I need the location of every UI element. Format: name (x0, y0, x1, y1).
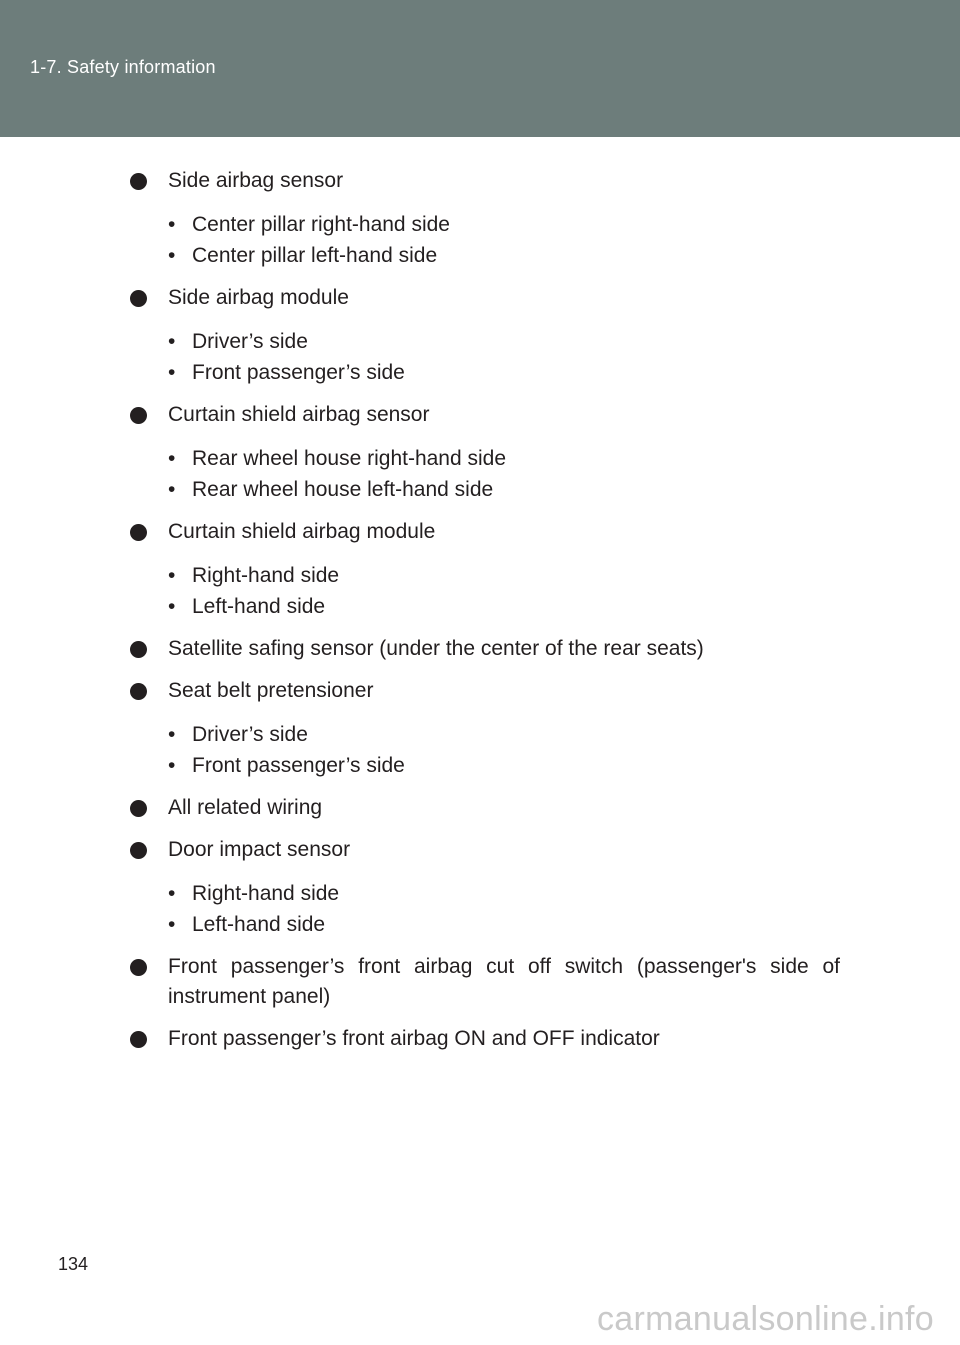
list-item (128, 793, 840, 823)
list-item-label: Curtain shield airbag sensor (168, 403, 430, 426)
bullet-glyph: • (168, 447, 176, 470)
page-number: 134 (58, 1254, 89, 1274)
list-item-label: Curtain shield airbag module (168, 520, 436, 543)
bullet-dot-icon (130, 524, 147, 541)
watermark: carmanualsonline.info (596, 1300, 934, 1338)
sub-list-item-label: Left-hand side (192, 594, 326, 618)
sub-list (168, 210, 840, 271)
sub-list-item-label: Rear wheel house left-hand side (192, 477, 494, 501)
sub-list-item (168, 879, 840, 910)
sub-list-item (168, 444, 840, 475)
sub-list-item-label: Driver’s side (192, 330, 308, 353)
sub-list-item (168, 751, 840, 782)
sub-list-item (168, 592, 840, 623)
sub-list-item-label: Center pillar right-hand side (192, 213, 450, 236)
sub-list-item (168, 475, 840, 506)
list-item-label: Side airbag module (168, 286, 349, 309)
bullet-glyph: • (168, 594, 176, 618)
list-item-label: Seat belt pretensioner (168, 679, 374, 702)
bullet-glyph: • (168, 753, 176, 777)
list-item-label: Side airbag sensor (168, 169, 344, 192)
sub-list-item-label: Right-hand side (192, 564, 340, 587)
sub-list-item (168, 327, 840, 358)
bullet-dot-icon (130, 959, 147, 976)
bullet-glyph: • (168, 213, 176, 236)
bullet-glyph: • (168, 243, 176, 267)
sub-list-item (168, 910, 840, 941)
list-item-label: Front passenger’s front airbag ON and OFF indicator (168, 1027, 660, 1050)
sub-list-item (168, 720, 840, 751)
airbag-component-list (128, 166, 840, 1066)
sub-list (168, 327, 840, 388)
bullet-glyph: • (168, 477, 176, 501)
list-item-label: Front passenger’s front airbag cut off switch (passenger's side of instrument panel) (168, 955, 840, 1008)
sub-list-item (168, 358, 840, 389)
bullet-glyph: • (168, 912, 176, 936)
list-item (128, 634, 840, 664)
bullet-dot-icon (130, 842, 147, 859)
sub-list-item (168, 241, 840, 272)
list-item (128, 283, 840, 388)
bullet-dot-icon (130, 407, 147, 424)
list-item (128, 517, 840, 622)
list-item (128, 1024, 840, 1054)
sub-list-item-label: Rear wheel house right-hand side (192, 447, 507, 470)
sub-list (168, 561, 840, 622)
list-item (128, 166, 840, 271)
sub-list-item (168, 561, 840, 592)
bullet-dot-icon (130, 290, 147, 307)
bullet-dot-icon (130, 1031, 147, 1048)
sub-list (168, 879, 840, 940)
list-item (128, 835, 840, 940)
sub-list-item-label: Front passenger’s side (192, 753, 405, 777)
section-title: 1-7. Safety information (30, 57, 216, 77)
bullet-dot-icon (130, 173, 147, 190)
bullet-dot-icon (130, 641, 147, 658)
list-item-label: Satellite safing sensor (under the center of the rear seats) (168, 637, 704, 660)
bullet-dot-icon (130, 683, 147, 700)
list-item (128, 400, 840, 505)
list-item-label: Door impact sensor (168, 838, 351, 861)
sub-list-item-label: Center pillar left-hand side (192, 243, 438, 267)
list-item (128, 676, 840, 781)
sub-list-item-label: Driver’s side (192, 723, 308, 746)
header-bar (0, 0, 960, 137)
sub-list (168, 720, 840, 781)
bullet-glyph: • (168, 360, 176, 384)
bullet-glyph: • (168, 882, 176, 905)
bullet-glyph: • (168, 723, 176, 746)
bullet-dot-icon (130, 800, 147, 817)
sub-list-item-label: Front passenger’s side (192, 360, 405, 384)
bullet-glyph: • (168, 330, 176, 353)
sub-list-item (168, 210, 840, 241)
sub-list-item-label: Right-hand side (192, 882, 340, 905)
list-item (128, 952, 840, 1012)
list-item-label: All related wiring (168, 796, 323, 819)
bullet-glyph: • (168, 564, 176, 587)
sub-list (168, 444, 840, 505)
sub-list-item-label: Left-hand side (192, 912, 326, 936)
